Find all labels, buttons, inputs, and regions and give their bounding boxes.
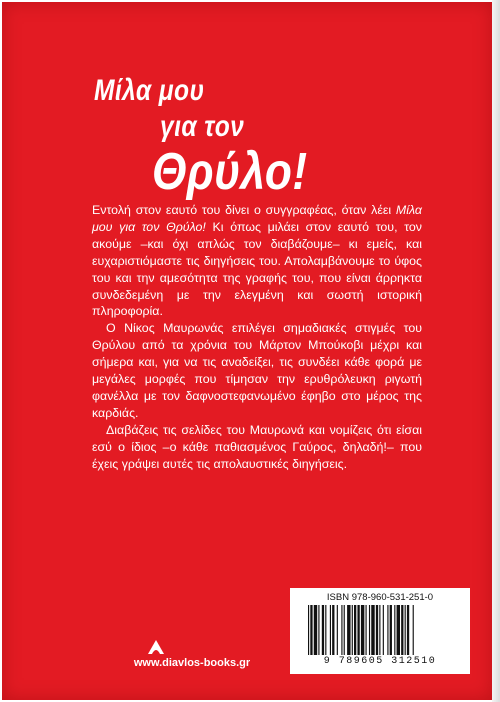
barcode-bar bbox=[322, 605, 324, 655]
blurb-paragraph-3: Διαβάζεις τις σελίδες του Μαυρωνά και νομίζεις ότι είσαι εσύ ο ίδιος –ο κάθε παθιασμένος Γαύρος, δηλαδή!– που έχεις γράψει αυτές τις απολαυστικές διηγήσεις. bbox=[92, 422, 422, 471]
blurb-p1-end: Κι όπως μιλάει στον εαυτό του, τον ακούμε –και όχι απλώς τον διαβάζουμε– κι εμείς, και ευχαριστιόμαστε τις διηγήσεις του. Απολαμβάνουμε το ύφος του και την αμεσότητα της γραφής του, που είναι άρρηκτα συνδεδεμένη με την ελεγμένη και σωστή ιστορική πληροφορία. bbox=[92, 219, 422, 319]
blurb-p1-start: Εντολή στον εαυτό του δίνει ο συγγραφέας, όταν λέει bbox=[92, 203, 396, 217]
barcode-bar bbox=[371, 605, 374, 655]
barcode-bar bbox=[376, 605, 378, 655]
barcode-bar bbox=[397, 605, 400, 655]
barcode-bar bbox=[369, 605, 370, 655]
barcode-bar bbox=[405, 605, 406, 655]
barcode-bar bbox=[352, 605, 353, 655]
barcode-bar bbox=[366, 605, 367, 655]
barcode-bar bbox=[361, 605, 364, 655]
isbn-text: ISBN 978-960-531-251-0 bbox=[326, 592, 434, 603]
blurb bbox=[92, 202, 422, 473]
barcode-digits: 9 789605 312510 bbox=[323, 656, 437, 667]
title-line-3: Θρύλο! bbox=[152, 143, 308, 201]
barcode-bar bbox=[330, 605, 331, 655]
barcode-bar bbox=[344, 605, 345, 655]
barcode-bar bbox=[332, 605, 334, 655]
barcode-bar bbox=[347, 605, 350, 655]
publisher-url[interactable]: www.diavlos-books.gr bbox=[133, 657, 251, 669]
blurb-paragraph-1 bbox=[92, 202, 422, 320]
barcode-bar bbox=[379, 605, 380, 655]
barcode-bar bbox=[325, 605, 326, 655]
page-edge bbox=[492, 0, 500, 702]
title-line-2: για τον bbox=[160, 110, 245, 143]
barcode-bar bbox=[337, 605, 338, 655]
barcode-bar bbox=[383, 605, 384, 655]
barcode-label bbox=[290, 588, 470, 674]
barcode-bar bbox=[357, 605, 359, 655]
barcode-bar bbox=[394, 605, 395, 655]
barcode-bar bbox=[390, 605, 392, 655]
barcode-bar bbox=[413, 605, 414, 655]
barcode-bar bbox=[318, 605, 319, 655]
barcode-bar bbox=[341, 605, 342, 655]
barcode-bar bbox=[407, 605, 409, 655]
barcode-bar bbox=[308, 605, 309, 655]
barcode-bar bbox=[354, 605, 356, 655]
barcode-bar bbox=[401, 605, 403, 655]
barcode-bar bbox=[310, 605, 312, 655]
barcode-bar bbox=[387, 605, 388, 655]
blurb-p1-title: Μίλα μου για τον Θρύλο! bbox=[92, 203, 422, 234]
title-line-1: Μίλα μου bbox=[94, 74, 205, 107]
blurb-paragraph-2: Ο Νίκος Μαυρωνάς επιλέγει σημαδιακές στιγμές του Θρύλου από τα χρόνια του Μάρτον Μπούκοβι μέχρι και σήμερα και, για να τις αναδείξει, τις συνδέει κάθε φορά με μεγάλες μορφές που τίμησαν την ερυθρόλευκη ριγωτή φανέλλα με τον δαφνοστεφανωμένο έφηβο στο μέρος της καρδιάς. bbox=[92, 321, 422, 420]
barcode-icon bbox=[308, 605, 452, 655]
barcode-bar bbox=[314, 605, 317, 655]
